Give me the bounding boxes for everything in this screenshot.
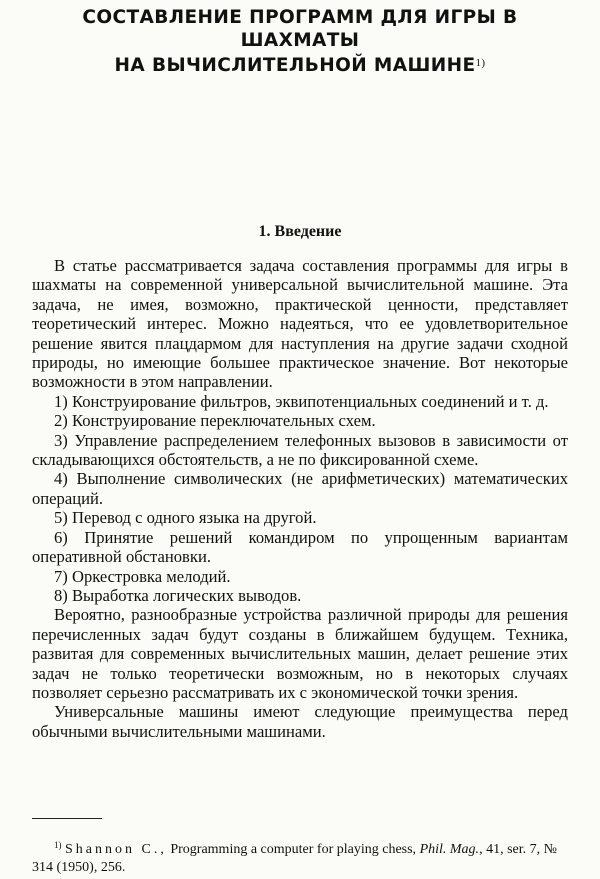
title-line-1: СОСТАВЛЕНИЕ ПРОГРАММ ДЛЯ ИГРЫ В ШАХМАТЫ — [82, 7, 518, 51]
paragraph-devices: Вероятно, разнообразные устройства различной природы для решения перечисленных задач будут созданы в ближайшем будущем. Техника, развитая для современных вычислительных машин, делает решение этих задач не только теоретически возможным, но в некоторых случаях позволяет серьезно рассматривать их с экономической точки зрения. — [32, 605, 568, 702]
footnote-details: , 41, ser. 7, № 314 (1950), 256. — [32, 842, 557, 875]
footnote — [32, 836, 568, 877]
title-footnote-mark: 1) — [475, 57, 486, 69]
list-item-6: 6) Принятие решений командиром по упрощенным вариантам оперативной обстановки. — [32, 527, 568, 567]
list-item-3: 3) Управление распределением телефонных вызовов в зависимости от складывающихся обстоятельств, а не по фиксированной схеме. — [32, 430, 568, 470]
footnote-mark: 1) — [54, 840, 62, 850]
paragraph-universal-machines: Универсальные машины имеют следующие преимущества перед обычными вычислительными машинами. — [32, 702, 568, 741]
footnote-divider — [32, 818, 102, 819]
title-line-2: НА ВЫЧИСЛИТЕЛЬНОЙ МАШИНЕ — [114, 55, 476, 76]
list-item-8: 8) Выработка логических выводов. — [54, 585, 302, 605]
list-item-1: 1) Конструирование фильтров, эквипотенциальных соединений и т. д. — [54, 391, 549, 411]
footnote-journal: Phil. Mag. — [419, 842, 480, 857]
article-body — [32, 256, 568, 741]
paragraph-intro: В статье рассматривается задача составления программы для игры в шахматы на современной универсальной вычислительной машине. Эта задача, не имея, возможно, практической ценности, представляет теоретический интерес. Можно надеяться, что ее удовлетворительное решение явится плацдармом для наступления на другие задачи сходной природы, но имеющие большее практическое значение. Вот некоторые возможности в этом направлении. — [32, 256, 568, 392]
footnote-author: Shannon C., — [65, 842, 167, 857]
list-item-7: 7) Оркестровка мелодий. — [54, 566, 231, 586]
footnote-title: Programming a computer for playing chess, — [170, 842, 417, 857]
list-item-4: 4) Выполнение символических (не арифметических) математических операций. — [32, 469, 568, 508]
document-page — [32, 0, 568, 875]
list-item-5: 5) Перевод с одного языка на другой. — [54, 508, 317, 528]
article-title — [32, 0, 568, 77]
section-heading: 1. Введение — [258, 223, 342, 240]
list-item-2: 2) Конструирование переключательных схем. — [54, 411, 376, 431]
